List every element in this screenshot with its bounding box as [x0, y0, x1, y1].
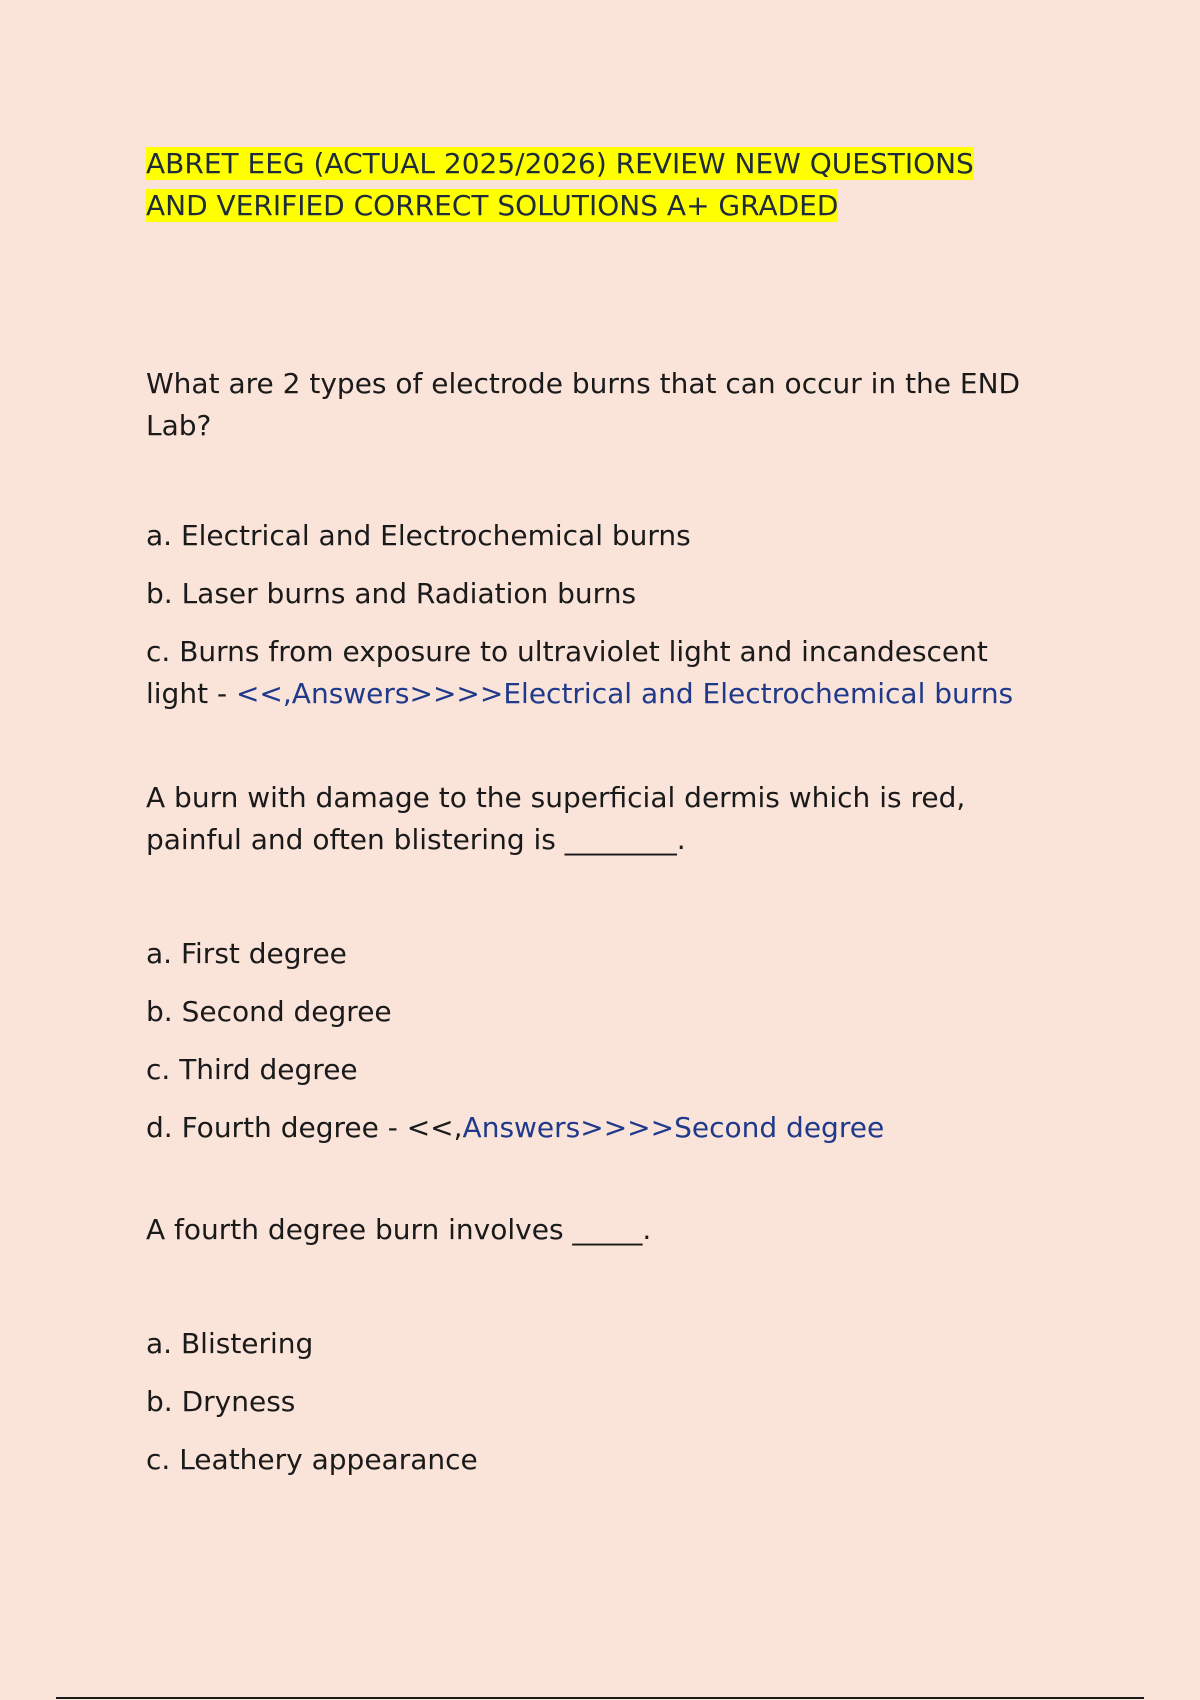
question-2-option-b: b. Second degree — [146, 995, 392, 1028]
footer-divider — [56, 1697, 1144, 1699]
question-2-line-1: A burn with damage to the superficial dermis which is red, — [146, 781, 966, 814]
question-1-option-c-line-1: c. Burns from exposure to ultraviolet light and incandescent — [146, 635, 988, 668]
question-2-option-d — [146, 1107, 1066, 1149]
question-2-option-d-text: d. Fourth degree - <<, — [146, 1111, 463, 1144]
question-1-option-a: a. Electrical and Electrochemical burns — [146, 519, 691, 552]
question-2-option-a: a. First degree — [146, 937, 347, 970]
question-1-option-b: b. Laser burns and Radiation burns — [146, 577, 637, 610]
question-2-option-c: c. Third degree — [146, 1053, 358, 1086]
document-title — [146, 143, 1066, 227]
question-2-options — [146, 933, 1066, 1149]
question-1-options — [146, 515, 1066, 715]
question-1-option-c-line-2: light - — [146, 677, 236, 710]
question-2-prompt — [146, 777, 1066, 861]
question-3-options — [146, 1323, 1066, 1481]
question-1-prompt — [146, 363, 1066, 447]
question-1-line-1: What are 2 types of electrode burns that can occur in the END — [146, 367, 1021, 400]
question-3-option-c: c. Leathery appearance — [146, 1443, 478, 1476]
question-2-answer: Answers>>>>Second degree — [462, 1111, 885, 1144]
question-1-option-c — [146, 631, 1066, 715]
question-3-line-1: A fourth degree burn involves _____. — [146, 1213, 652, 1246]
title-line-2: AND VERIFIED CORRECT SOLUTIONS A+ GRADED — [146, 189, 839, 222]
document-page — [146, 143, 1066, 1497]
question-3-option-b: b. Dryness — [146, 1385, 296, 1418]
question-3-prompt — [146, 1209, 1066, 1251]
question-1-answer: <<,Answers>>>>Electrical and Electrochemical burns — [235, 677, 1014, 710]
title-line-1: ABRET EEG (ACTUAL 2025/2026) REVIEW NEW QUESTIONS — [146, 147, 974, 180]
question-3-option-a: a. Blistering — [146, 1327, 314, 1360]
question-2-line-2: painful and often blistering is ________. — [146, 823, 686, 856]
question-1-line-2: Lab? — [146, 409, 212, 442]
